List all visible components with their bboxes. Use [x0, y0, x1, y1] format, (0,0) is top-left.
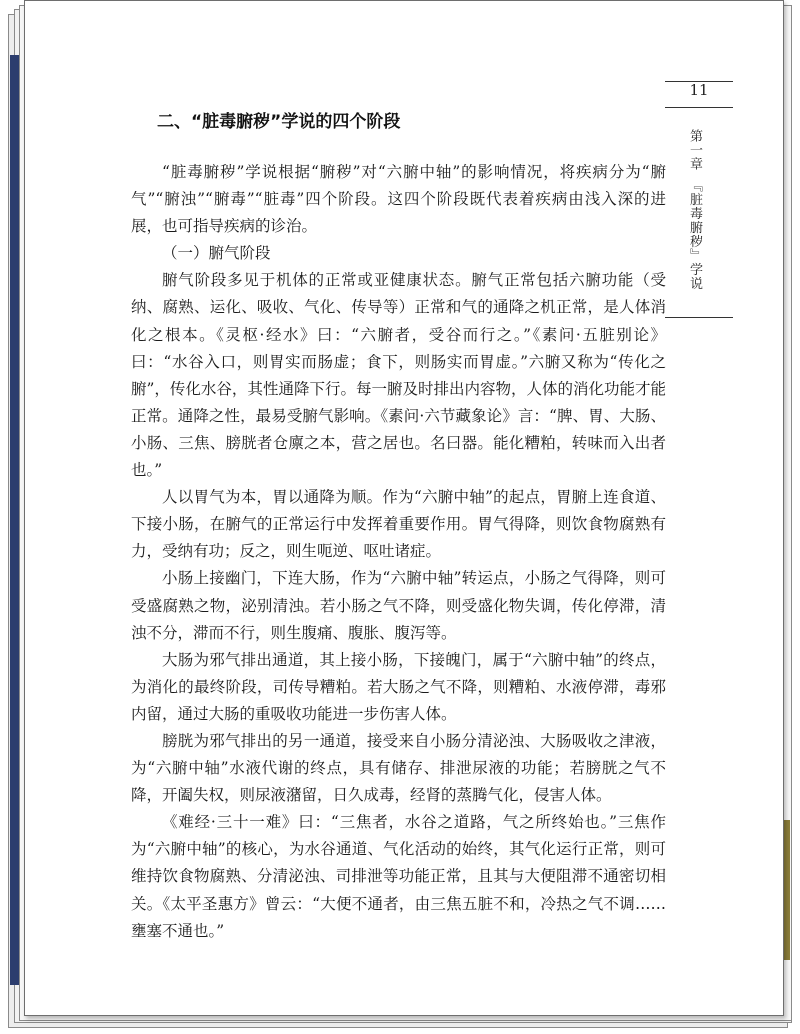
chapter-rule	[665, 317, 733, 318]
body-text	[131, 159, 666, 945]
chapter-running-header: 第一章 『脏毒腑秽』学说	[687, 129, 702, 291]
subsection-heading: （一）腑气阶段	[162, 244, 271, 263]
header-rule-bottom	[665, 107, 733, 108]
paragraph: 腑气阶段多见于机体的正常或亚健康状态。腑气正常包括六腑功能（受纳、腐熟、运化、吸收、气化、传导等）正常和气的通降之机正常，是人体消化之根本。《灵枢·经水》曰：“六腑者，受谷而行之。”《素问·五脏别论》曰：“水谷入口，则胃实而肠虚；食下，则肠实而胃虚。”六腑又称为“传化之腑”，传化水谷，其性通降下行。每一腑及时排出内容物，人体的消化功能才能正常。通降之性，最易受腑气影响。《素问·六节藏象论》言：“脾、胃、大肠、小肠、三焦、膀胱者仓廪之本，营之居也。名曰器。能化糟粕，转味而入出者也。”	[131, 271, 666, 480]
paragraph: 膀胱为邪气排出的另一通道，接受来自小肠分清泌浊、大肠吸收之津液，为“六腑中轴”水液代谢的终点，具有储存、排泄尿液的功能；若膀胱之气不降，开阖失权，则尿液潴留，日久成毒，经肾的蒸腾气化，侵害人体。	[131, 731, 666, 805]
paragraph: 《难经·三十一难》曰：“三焦者，水谷之道路，气之所终始也。”三焦作为“六腑中轴”的核心，为水谷通道、气化活动的始终，其气化运行正常，则可维持饮食物腐熟、分清泌浊、司排泄等功能正常，且其与大便阻滞不通密切相关。《太平圣惠方》曾云：“大便不通者，由三焦五脏不和，冷热之气不调……壅塞不通也。”	[131, 813, 666, 940]
paragraph-intro: “脏毒腑秽”学说根据“腑秽”对“六腑中轴”的影响情况，将疾病分为“腑气”“腑浊”“腑毒”“脏毒”四个阶段。这四个阶段既代表着疾病由浅入深的进展，也可指导疾病的诊治。	[131, 163, 666, 236]
paragraph: 大肠为邪气排出通道，其上接小肠，下接魄门，属于“六腑中轴”的终点，为消化的最终阶段，司传导糟粕。若大肠之气不降，则糟粕、水液停滞，毒邪内留，通过大肠的重吸收功能进一步伤害人体。	[131, 650, 666, 723]
section-title: 二、“脏毒腑秽”学说的四个阶段	[157, 112, 401, 132]
book-page	[24, 0, 784, 1016]
page-number: 11	[689, 81, 709, 99]
paragraph: 人以胃气为本，胃以通降为顺。作为“六腑中轴”的起点，胃腑上连食道、下接小肠，在腑气的正常运行中发挥着重要作用。胃气得降，则饮食物腐熟有力，受纳有功；反之，则生呃逆、呕吐诸症。	[131, 488, 666, 561]
paragraph: 小肠上接幽门，下连大肠，作为“六腑中轴”转运点，小肠之气得降，则可受盛腐熟之物，泌别清浊。若小肠之气不降，则受盛化物失调，传化停滞，清浊不分，滞而不行，则生腹痛、腹胀、腹泻等。	[131, 569, 666, 642]
